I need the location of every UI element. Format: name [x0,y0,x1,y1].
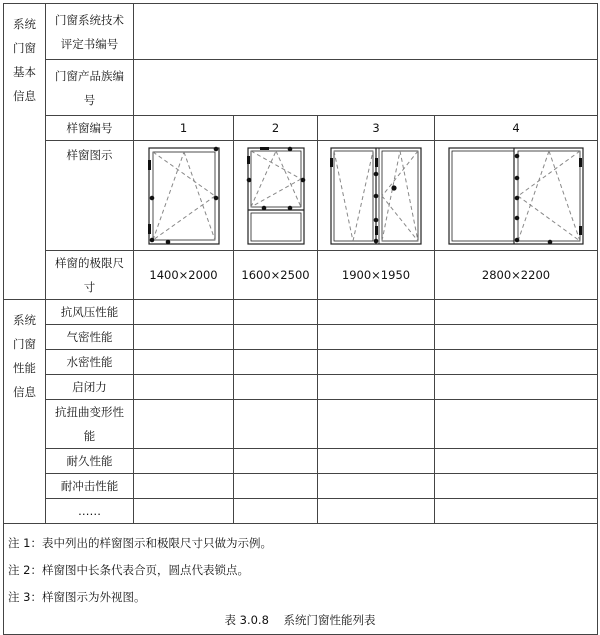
family-value [134,60,598,116]
table-caption: 表 3.0.8 系统门窗性能列表 [224,613,376,627]
sample-no-3: 3 [318,116,435,141]
row-label-limit-size: 样窗的极限尺 寸 [46,251,134,300]
note-3: 注 3：样窗图示为外视图。 [8,590,146,604]
row-label-tech-cert: 门窗系统技术 评定书编号 [46,4,134,60]
perf-label-torsion: 抗扭曲变形性 能 [46,400,134,449]
group-performance-info: 系统 门窗 性能 信息 [4,300,46,524]
note-1: 注 1：表中列出的样窗图示和极限尺寸只做为示例。 [8,536,272,550]
window-diagram-1 [144,146,224,246]
perf-label-more: …… [46,499,134,524]
row-label-sample-no: 样窗编号 [46,116,134,141]
row-label-family: 门窗产品族编 号 [46,60,134,116]
sample-no-4: 4 [435,116,598,141]
window-diagram-3 [328,146,424,246]
spec-table [3,3,598,635]
perf-label-durability: 耐久性能 [46,449,134,474]
sample-figure-1 [134,141,234,251]
window-diagram-2 [244,146,308,246]
note-2: 注 2：样窗图中长条代表合页，圆点代表锁点。 [8,563,249,577]
window-diagram-4 [446,146,586,246]
tech-cert-value [134,4,598,60]
group-basic-info: 系统 门窗 基本 信息 [4,4,46,300]
sample-no-1: 1 [134,116,234,141]
spec-table-container [3,3,597,635]
perf-label-operating-force: 启闭力 [46,375,134,400]
limit-size-4: 2800×2200 [435,251,598,300]
perf-label-water-tightness: 水密性能 [46,350,134,375]
sample-no-2: 2 [234,116,318,141]
limit-size-1: 1400×2000 [134,251,234,300]
row-label-sample-fig: 样窗图示 [46,141,134,251]
perf-label-air-tightness: 气密性能 [46,325,134,350]
sample-figure-2 [234,141,318,251]
perf-label-impact: 耐冲击性能 [46,474,134,499]
sample-figure-3 [318,141,435,251]
sample-figure-4 [435,141,598,251]
limit-size-3: 1900×1950 [318,251,435,300]
perf-label-wind-pressure: 抗风压性能 [46,300,134,325]
limit-size-2: 1600×2500 [234,251,318,300]
